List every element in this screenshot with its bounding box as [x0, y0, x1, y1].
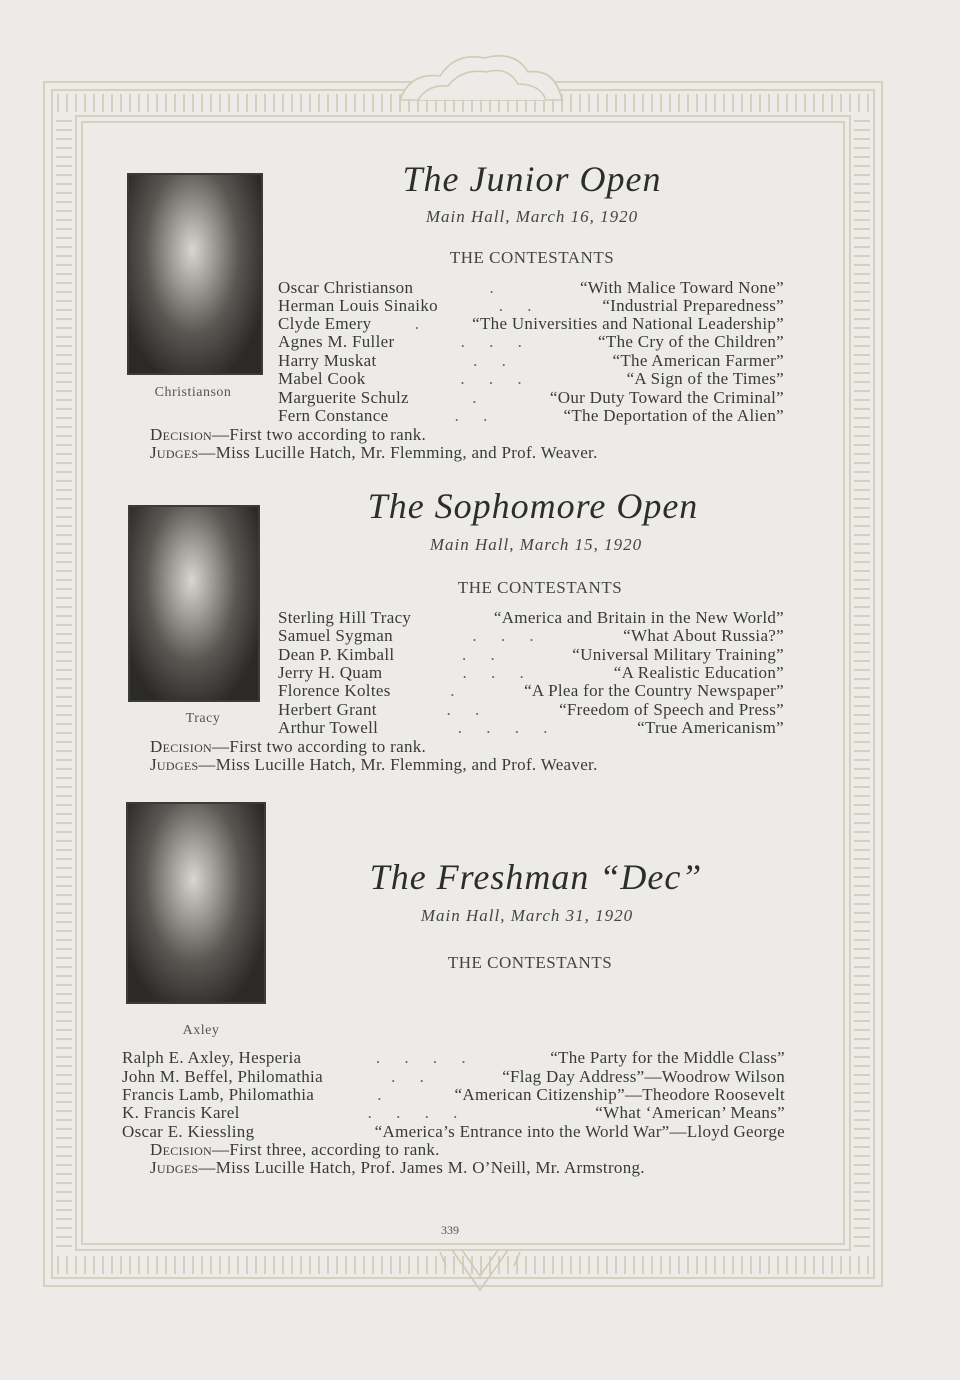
list-item: John M. Beffel, Philomathia . . “Flag Day Address”—Woodrow Wilson — [122, 1067, 785, 1086]
section-subtitle: Main Hall, March 15, 1920 — [429, 535, 643, 554]
contestants-heading: THE CONTESTANTS — [447, 953, 613, 972]
section-title: The Freshman “Dec” — [369, 857, 703, 897]
section-subtitle: Main Hall, March 16, 1920 — [425, 207, 639, 226]
list-item: Agnes M. Fuller . . . “The Cry of the Children” — [278, 332, 784, 351]
list-item: Oscar Christianson . “With Malice Toward None” — [278, 278, 784, 297]
list-item: Fern Constance . . “The Deportation of the Alien” — [278, 406, 784, 425]
contestants-heading: THE CONTESTANTS — [449, 248, 615, 267]
decision-line: Decision—First two according to rank. — [150, 425, 427, 444]
judges-line: Judges—Miss Lucille Hatch, Prof. James M. O’Neill, Mr. Armstrong. — [150, 1158, 645, 1177]
list-item: Florence Koltes . “A Plea for the Country Newspaper” — [278, 681, 784, 700]
axley-photo — [126, 802, 266, 1004]
list-item: Herbert Grant . . “Freedom of Speech and Press” — [278, 700, 784, 719]
list-item: Samuel Sygman . . . “What About Russia?” — [278, 626, 784, 645]
photo-caption: Axley — [182, 1023, 220, 1038]
list-item: Sterling Hill Tracy “America and Britain in the New World” — [278, 608, 784, 627]
section-subtitle: Main Hall, March 31, 1920 — [420, 906, 634, 925]
list-item: Francis Lamb, Philomathia . “American Citizenship”—Theodore Roosevelt — [122, 1085, 785, 1104]
judges-line: Judges—Miss Lucille Hatch, Mr. Flemming, and Prof. Weaver. — [150, 755, 598, 774]
list-item: Harry Muskat . . “The American Farmer” — [278, 351, 784, 370]
list-item: Herman Louis Sinaiko . . “Industrial Preparedness” — [278, 296, 784, 315]
list-item: Jerry H. Quam . . . “A Realistic Education” — [278, 663, 784, 682]
decision-line: Decision—First two according to rank. — [150, 737, 427, 756]
list-item: Arthur Towell . . . . “True Americanism” — [278, 718, 784, 737]
list-item: K. Francis Karel . . . . “What ‘American’ Means” — [122, 1103, 785, 1122]
christianson-photo — [127, 173, 263, 375]
list-item: Ralph E. Axley, Hesperia . . . . “The Party for the Middle Class” — [122, 1048, 785, 1067]
tracy-photo — [128, 505, 260, 702]
list-item: Clyde Emery . “The Universities and National Leadership” — [278, 314, 784, 333]
list-item: Mabel Cook . . . “A Sign of the Times” — [278, 369, 784, 388]
list-item: Oscar E. Kiessling “America’s Entrance into the World War”—Lloyd George — [122, 1122, 785, 1141]
page-number: 339 — [441, 1223, 459, 1237]
list-item: Marguerite Schulz . “Our Duty Toward the Criminal” — [278, 388, 784, 407]
section-title: The Sophomore Open — [367, 486, 699, 526]
contestants-heading: THE CONTESTANTS — [457, 578, 623, 597]
list-item: Dean P. Kimball . . “Universal Military Training” — [278, 645, 784, 664]
photo-caption: Christianson — [154, 385, 232, 400]
section-title: The Junior Open — [402, 159, 662, 199]
decision-line: Decision—First three, according to rank. — [150, 1140, 440, 1159]
judges-line: Judges—Miss Lucille Hatch, Mr. Flemming, and Prof. Weaver. — [150, 443, 598, 462]
photo-caption: Tracy — [185, 711, 221, 726]
